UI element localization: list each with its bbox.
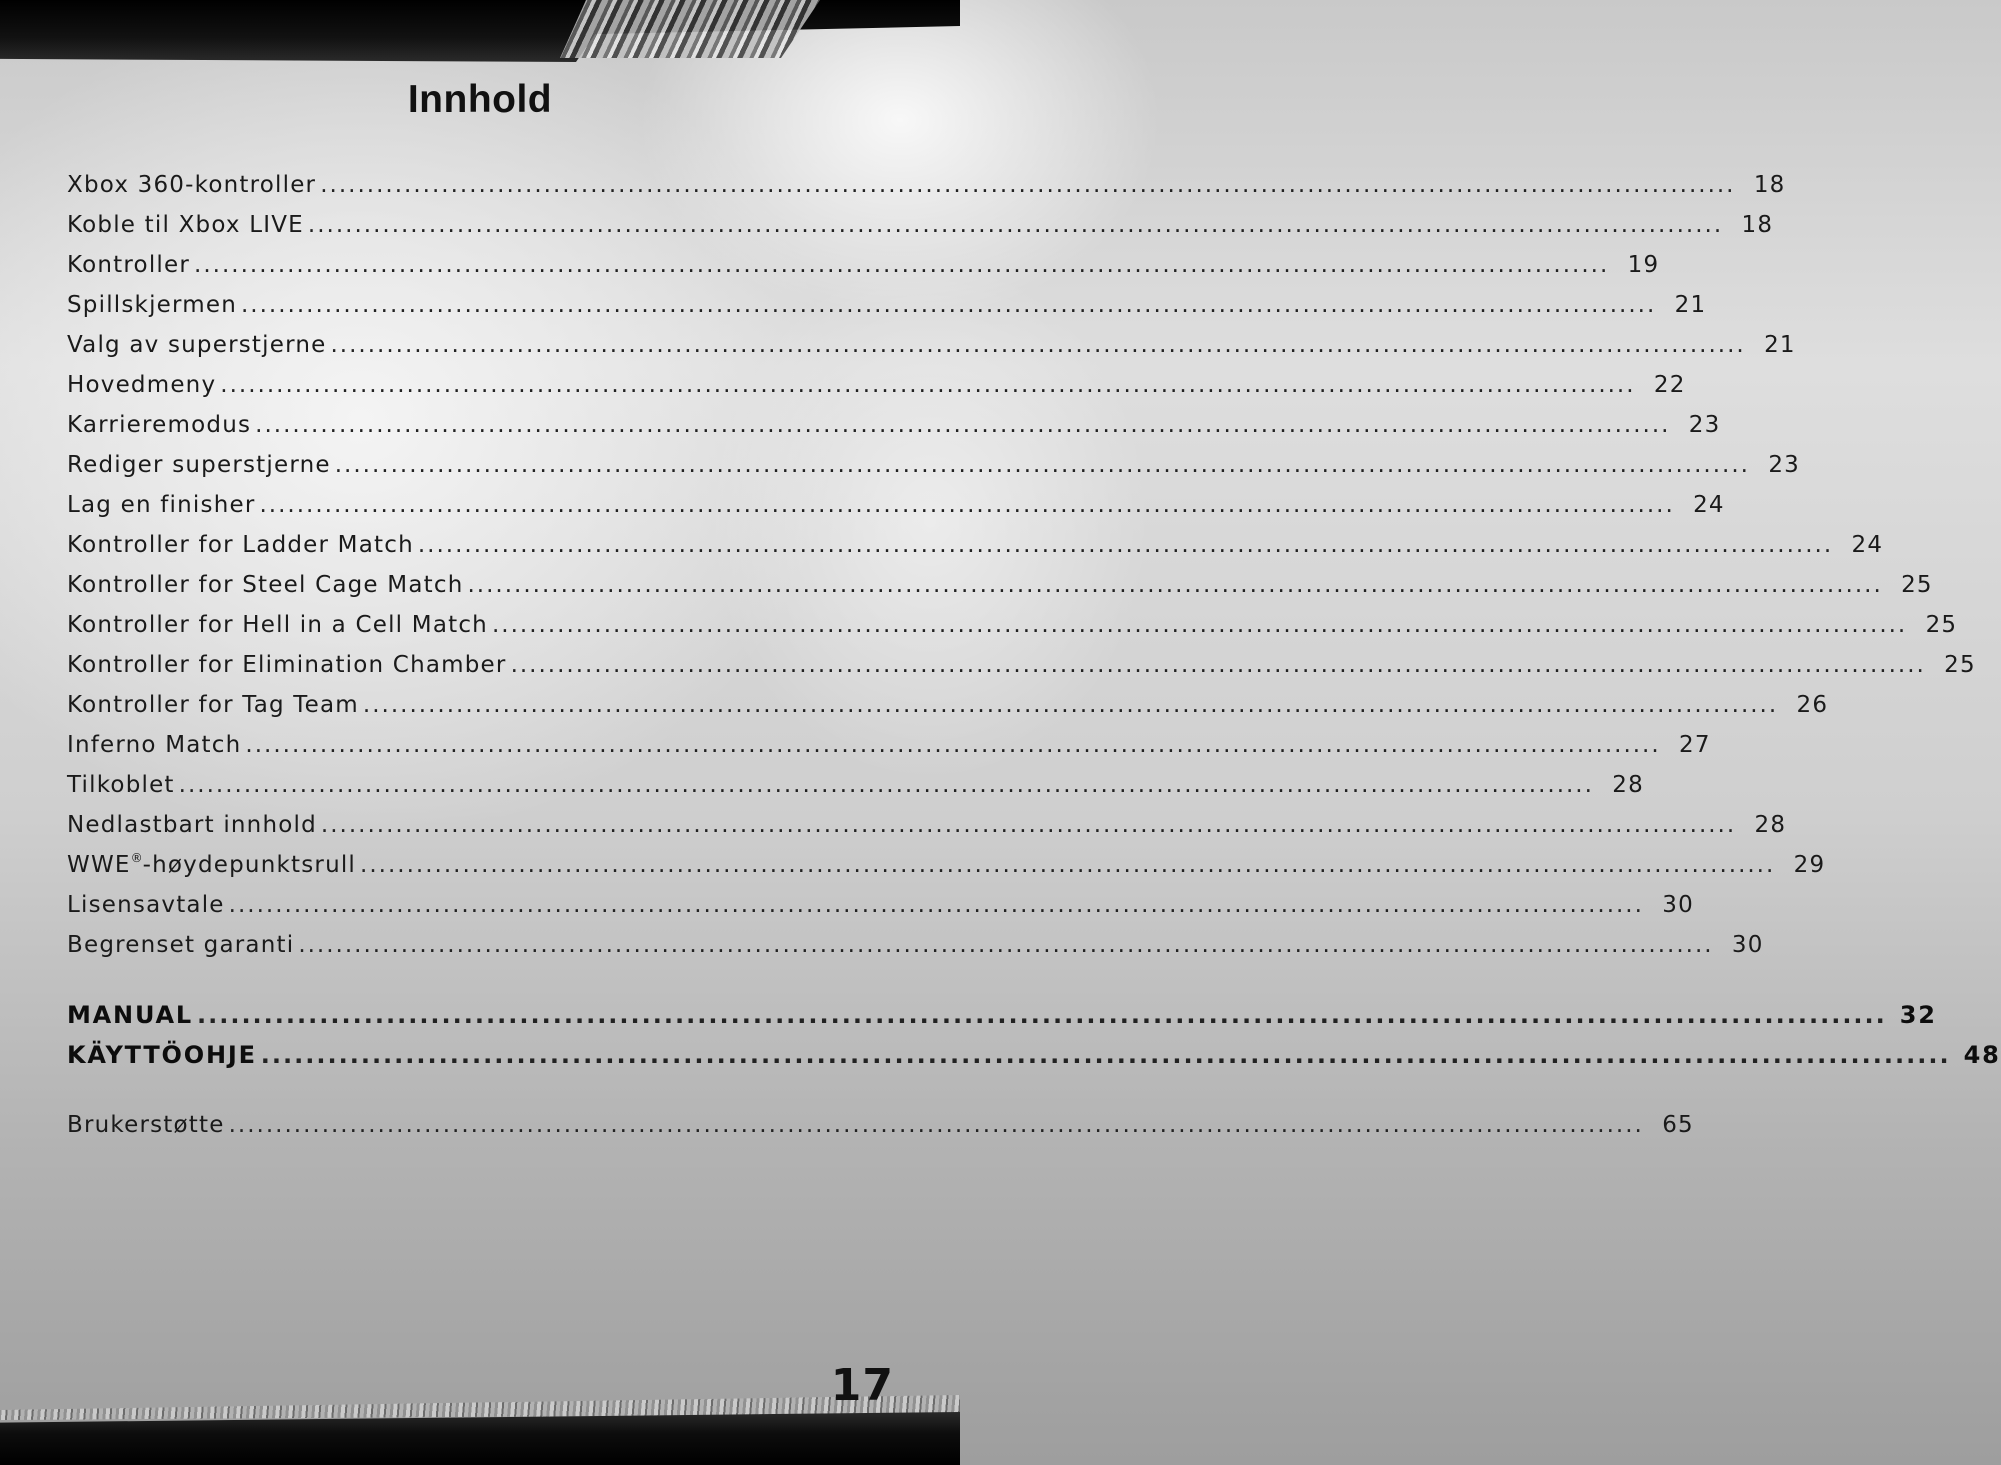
- brand-name: WWE: [67, 852, 131, 878]
- toc-entry-label: Tilkoblet: [67, 772, 175, 798]
- toc-entry-page: 26: [1796, 692, 1829, 718]
- toc-main: [67, 165, 1976, 965]
- toc-entry-label: Kontroller: [67, 252, 191, 278]
- toc-entry-label: Hovedmeny: [67, 372, 217, 398]
- dot-leader: ........................................................................................................................................................: [307, 212, 1724, 238]
- toc-entry-label: Spillskjermen: [67, 292, 237, 318]
- toc-entry-page: 30: [1662, 892, 1694, 918]
- toc-entry-label: MANUAL: [67, 1001, 193, 1029]
- toc-entry-page: 23: [1688, 412, 1721, 438]
- dot-leader: ........................................................................................................................................................: [362, 692, 1779, 718]
- toc-entry[interactable]: [67, 995, 1937, 1035]
- toc-entry-label: Brukerstøtte: [67, 1112, 225, 1138]
- toc-entry-page: 65: [1662, 1112, 1694, 1138]
- toc-entry-page: 30: [1731, 932, 1764, 958]
- toc-entry-page: 18: [1753, 172, 1786, 198]
- registered-mark: ®: [130, 851, 143, 865]
- toc-entry-label: Kontroller for Elimination Chamber: [67, 652, 507, 678]
- dot-leader: ........................................................................................................................................................: [320, 172, 1736, 198]
- toc-entry-label: Begrenset garanti: [67, 932, 295, 958]
- toc-entry-page: 25: [1925, 612, 1958, 638]
- toc-entry-label: Karrieremodus: [67, 412, 252, 438]
- dot-leader: ........................................................................................................................................................: [228, 1112, 1644, 1138]
- toc-entry-page: 29: [1793, 852, 1826, 878]
- toc-entry-page: 23: [1768, 452, 1800, 478]
- toc-entry-page: 22: [1653, 372, 1686, 398]
- dot-leader: ........................................................................................................................................................: [320, 812, 1737, 838]
- toc-entry-page: 32: [1899, 1001, 1937, 1029]
- toc-support: [67, 1105, 1694, 1145]
- label-rest: -høydepunktsrull: [142, 852, 357, 878]
- toc-entry-label: Kontroller for Ladder Match: [67, 532, 414, 558]
- toc-entry-label: Xbox 360-kontroller: [67, 172, 317, 198]
- dot-leader: ........................................................................................................................................................: [417, 532, 1834, 558]
- page-title: Innhold: [407, 78, 553, 121]
- toc-entry-page: 25: [1901, 572, 1933, 598]
- toc-entry[interactable]: [67, 405, 1721, 445]
- toc-entry[interactable]: [67, 325, 1796, 365]
- toc-entry[interactable]: [67, 365, 1686, 405]
- toc-entry[interactable]: [67, 1105, 1694, 1145]
- toc-entry-page: 21: [1674, 292, 1707, 318]
- toc-entry-page: 48: [1963, 1041, 2001, 1069]
- toc-entry[interactable]: [67, 525, 1884, 565]
- header-band: [0, 0, 960, 62]
- dot-leader: ........................................................................................................................................................: [220, 372, 1636, 398]
- toc-entry[interactable]: [67, 245, 1660, 285]
- toc-entry[interactable]: [67, 205, 1774, 245]
- toc-entry-label: Inferno Match: [67, 732, 242, 758]
- toc-manuals: [67, 995, 2001, 1075]
- toc-entry-label: Koble til Xbox LIVE: [67, 212, 304, 238]
- toc-entry-label: Lisensavtale: [67, 892, 225, 918]
- toc-entry-label: Valg av superstjerne: [67, 332, 327, 358]
- dot-leader: ........................................................................................................................................................: [178, 772, 1594, 798]
- toc-entry[interactable]: [67, 485, 1725, 525]
- dot-leader: ........................................................................................................................................................: [196, 1001, 1887, 1029]
- toc-entry[interactable]: [67, 725, 1711, 765]
- dot-leader: ........................................................................................................................................................: [260, 1041, 1951, 1069]
- toc-entry-label: Kontroller for Tag Team: [67, 692, 359, 718]
- toc-entry-label: Rediger superstjerne: [67, 452, 331, 478]
- page-number: 17: [830, 1360, 894, 1411]
- toc-entry[interactable]: [67, 645, 1976, 685]
- toc-entry-label: KÄYTTÖOHJE: [67, 1041, 257, 1069]
- toc-entry-page: 21: [1764, 332, 1796, 358]
- dot-leader: ........................................................................................................................................................: [245, 732, 1661, 758]
- toc-entry[interactable]: [67, 165, 1786, 205]
- toc-entry[interactable]: [67, 445, 1800, 485]
- toc-entry-page: 27: [1679, 732, 1711, 758]
- dot-leader: ........................................................................................................................................................: [510, 652, 1926, 678]
- dot-leader: ........................................................................................................................................................: [360, 852, 1776, 878]
- toc-entry-label: Kontroller for Hell in a Cell Match: [67, 612, 488, 638]
- dot-leader: ........................................................................................................................................................: [491, 612, 1908, 638]
- toc-entry-label: Lag en finisher: [67, 492, 256, 518]
- dot-leader: ........................................................................................................................................................: [298, 932, 1714, 958]
- toc-entry-label: Nedlastbart innhold: [67, 812, 317, 838]
- dot-leader: ........................................................................................................................................................: [467, 572, 1883, 598]
- toc-entry[interactable]: [67, 285, 1707, 325]
- toc-entry[interactable]: [67, 1035, 2001, 1075]
- dot-leader: ........................................................................................................................................................: [241, 292, 1657, 318]
- toc-entry-page: 24: [1851, 532, 1884, 558]
- header-texture: [560, 0, 820, 58]
- dot-leader: ........................................................................................................................................................: [194, 252, 1610, 278]
- toc-entry[interactable]: [67, 605, 1958, 645]
- dot-leader: ........................................................................................................................................................: [228, 892, 1644, 918]
- toc-entry-page: 28: [1754, 812, 1787, 838]
- toc-entry-page: 18: [1741, 212, 1774, 238]
- toc-entry[interactable]: [67, 765, 1644, 805]
- footer-band: [0, 1412, 960, 1465]
- toc-entry[interactable]: [67, 845, 1826, 885]
- dot-leader: ........................................................................................................................................................: [334, 452, 1750, 478]
- toc-entry[interactable]: [67, 885, 1694, 925]
- toc-entry[interactable]: [67, 925, 1764, 965]
- toc-entry[interactable]: [67, 565, 1933, 605]
- toc-entry[interactable]: [67, 805, 1787, 845]
- toc-entry-page: 25: [1944, 652, 1976, 678]
- dot-leader: ........................................................................................................................................................: [255, 412, 1671, 438]
- toc-entry-page: 24: [1693, 492, 1725, 518]
- toc-entry[interactable]: [67, 685, 1829, 725]
- toc-entry-label: Kontroller for Steel Cage Match: [67, 572, 464, 598]
- toc-entry-page: 19: [1627, 252, 1660, 278]
- dot-leader: ........................................................................................................................................................: [259, 492, 1675, 518]
- toc-entry-page: 28: [1612, 772, 1644, 798]
- dot-leader: ........................................................................................................................................................: [330, 332, 1746, 358]
- toc-entry-label: [67, 845, 356, 885]
